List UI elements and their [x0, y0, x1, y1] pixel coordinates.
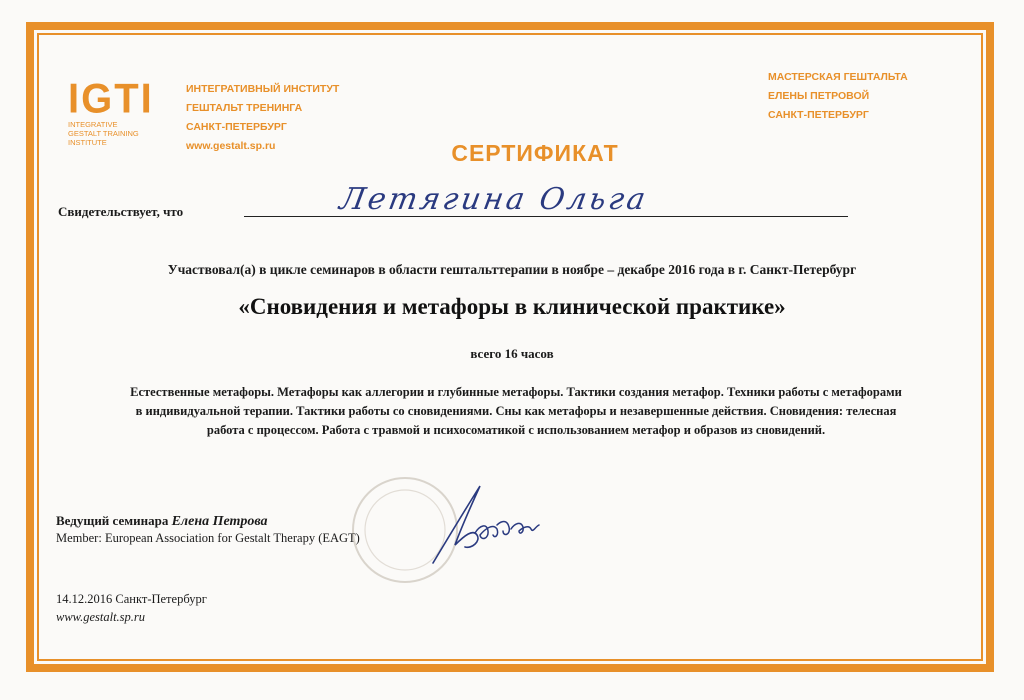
course-hours: всего 16 часов — [470, 346, 554, 361]
signature — [425, 483, 555, 568]
workshop-line: САНКТ-ПЕТЕРБУРГ — [768, 109, 869, 121]
leader-membership: Member: European Association for Gestalt Therapy (EAGT) — [56, 531, 360, 545]
workshop-info — [768, 68, 908, 125]
logo-mark: IGTI — [68, 75, 154, 122]
logo-subtitle-line: INSTITUTE — [68, 138, 107, 147]
leader-role: Ведущий семинара — [56, 513, 169, 528]
certifies-label: Свидетельствует, что — [58, 204, 184, 219]
issue-date: 14.12.2016 Санкт-Петербург — [56, 592, 207, 606]
description-line: в индивидуальной терапии. Тактики работы со сновидениями. Сны как метафоры и незавершенные действия. Сновидения: телесная — [135, 404, 897, 418]
participation-text: Участвовал(а) в цикле семинаров в области гештальттерапии в ноябре – декабре 2016 года в г. Санкт-Петербург — [167, 262, 857, 277]
institute-line: ИНТЕГРАТИВНЫЙ ИНСТИТУТ — [186, 83, 340, 95]
institute-website: www.gestalt.sp.ru — [186, 140, 276, 152]
seminar-leader — [56, 513, 268, 530]
logo-subtitle-line: GESTALT TRAINING — [68, 129, 139, 138]
footer-website: www.gestalt.sp.ru — [56, 610, 146, 624]
certificate-title: СЕРТИФИКАТ — [451, 140, 619, 166]
course-title: «Сновидения и метафоры в клинической практике» — [238, 294, 786, 319]
leader-name: Елена Петрова — [171, 514, 268, 529]
institute-line: САНКТ-ПЕТЕРБУРГ — [186, 121, 287, 133]
course-description — [60, 383, 972, 440]
logo-subtitle-line: INTEGRATIVE — [68, 120, 118, 129]
description-line: работа с процессом. Работа с травмой и психосоматикой с использованием метафор и образов из сновидений. — [206, 423, 826, 437]
recipient-name: Летягина Ольга — [336, 182, 651, 217]
workshop-line: ЕЛЕНЫ ПЕТРОВОЙ — [768, 90, 870, 102]
workshop-line: МАСТЕРСКАЯ ГЕШТАЛЬТА — [768, 71, 908, 83]
institute-line: ГЕШТАЛЬТ ТРЕНИНГА — [186, 102, 303, 114]
description-line: Естественные метафоры. Метафоры как аллегории и глубинные метафоры. Тактики создания метафор. Техники работы с метафорами — [130, 385, 902, 399]
